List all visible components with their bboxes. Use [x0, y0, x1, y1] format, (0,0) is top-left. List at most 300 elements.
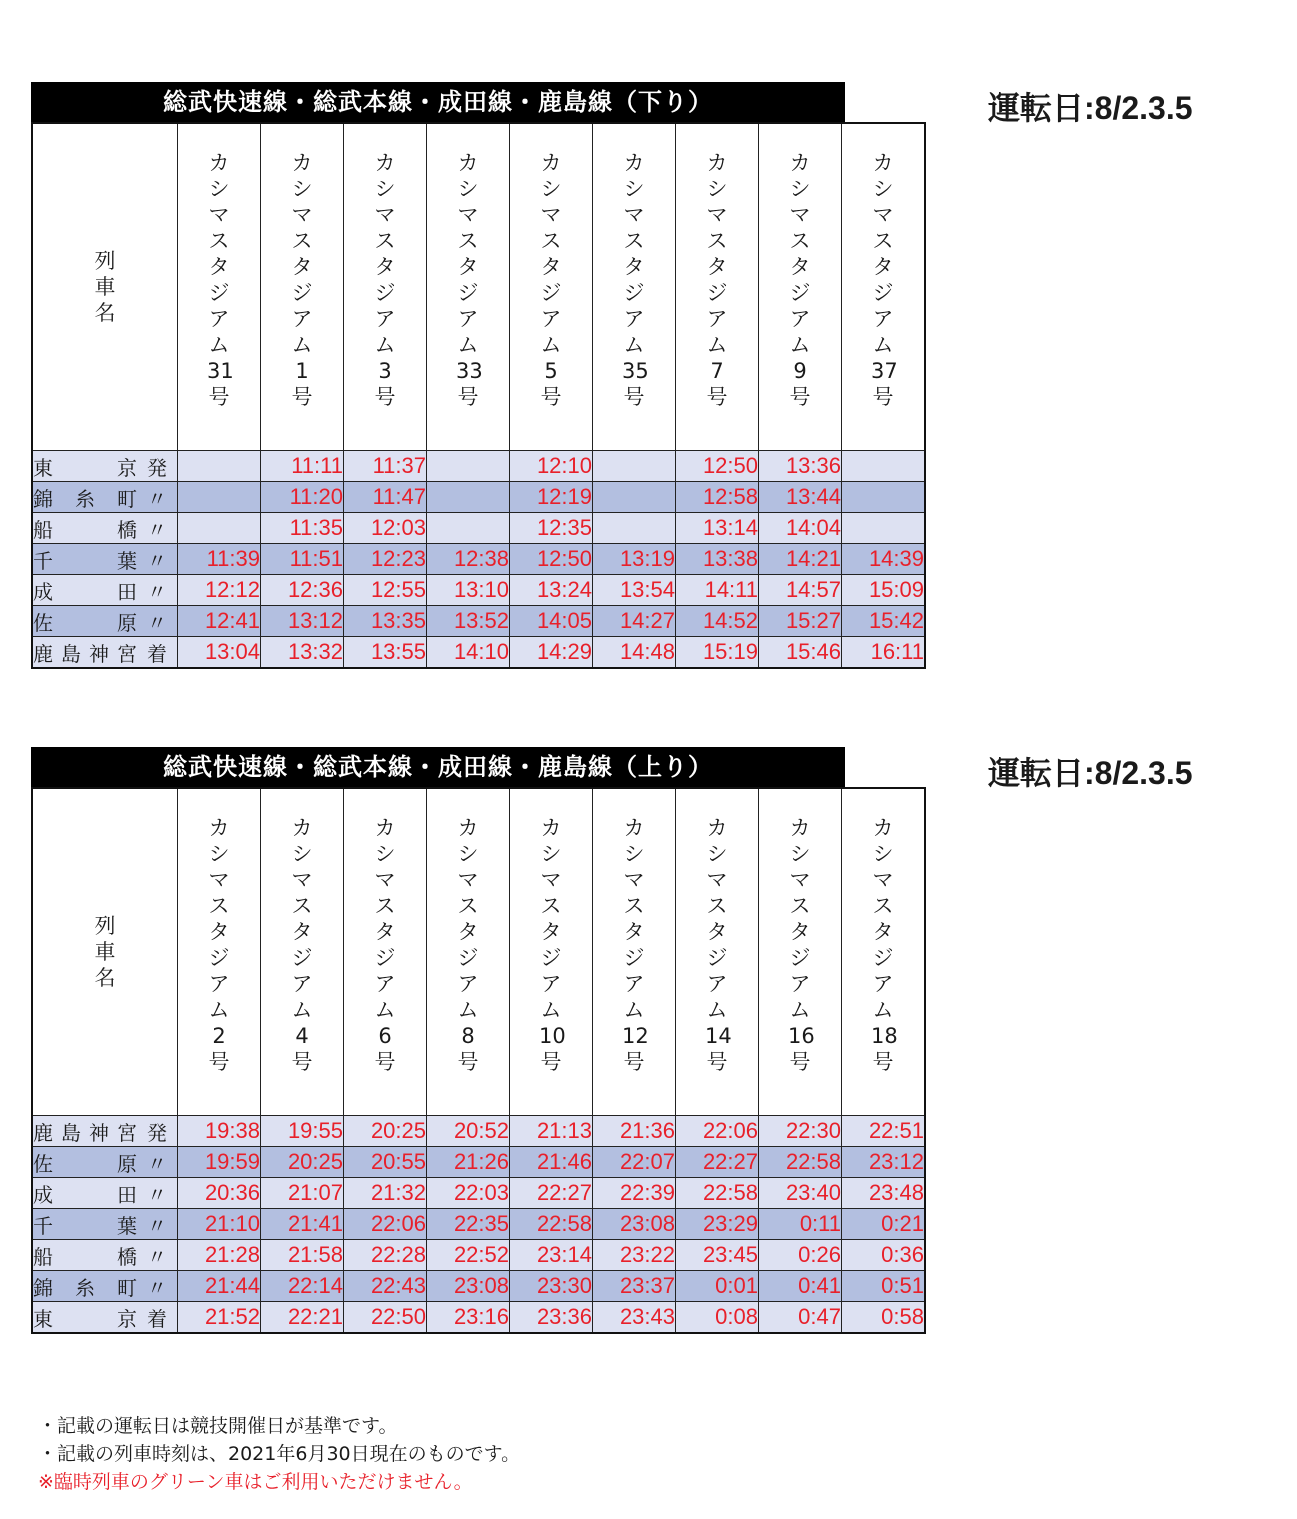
time-cell: 16:11 — [842, 637, 926, 669]
time-cell: 0:36 — [842, 1240, 926, 1271]
time-cell: 14:52 — [676, 606, 759, 637]
time-cell — [427, 482, 510, 513]
train-name-cell — [676, 788, 759, 1116]
train-name-cell — [759, 123, 842, 451]
train-number: 35 — [622, 359, 649, 383]
time-cell: 12:36 — [261, 575, 344, 606]
station-char: 神 — [89, 1120, 109, 1145]
station-mark: 〃 — [147, 1275, 167, 1300]
time-cell: 22:06 — [676, 1116, 759, 1147]
time-cell: 22:51 — [842, 1116, 926, 1147]
time-cell: 13:44 — [759, 482, 842, 513]
station-char: 船 — [33, 517, 53, 542]
time-cell: 20:36 — [178, 1178, 261, 1209]
time-cell: 14:05 — [510, 606, 593, 637]
header-label-cell — [32, 123, 178, 451]
station-cell — [32, 575, 178, 606]
train-suffix: 号 — [706, 385, 728, 409]
time-cell: 0:11 — [759, 1209, 842, 1240]
time-cell: 21:58 — [261, 1240, 344, 1271]
train-suffix: 号 — [208, 1050, 230, 1074]
time-cell: 11:37 — [344, 451, 427, 482]
station-char: 町 — [117, 486, 137, 511]
time-cell: 0:47 — [759, 1302, 842, 1334]
time-cell: 22:30 — [759, 1116, 842, 1147]
time-cell: 15:46 — [759, 637, 842, 669]
train-name: カシマスタジアム 10 号 — [539, 816, 566, 1074]
station-char: 町 — [117, 1275, 137, 1300]
time-cell: 0:21 — [842, 1209, 926, 1240]
train-name-cell — [842, 123, 926, 451]
time-cell: 13:55 — [344, 637, 427, 669]
time-cell — [178, 451, 261, 482]
time-cell: 12:10 — [510, 451, 593, 482]
station-row — [32, 451, 925, 482]
train-number: 6 — [378, 1024, 392, 1048]
time-cell: 13:24 — [510, 575, 593, 606]
warning-note: ※臨時列車のグリーン車はご利用いただけません。 — [38, 1471, 473, 1493]
time-cell — [178, 482, 261, 513]
station-char: 糸 — [75, 486, 95, 511]
train-suffix: 号 — [208, 385, 230, 409]
time-cell: 20:52 — [427, 1116, 510, 1147]
train-suffix: 号 — [540, 385, 562, 409]
train-number: 4 — [295, 1024, 309, 1048]
time-cell: 20:55 — [344, 1147, 427, 1178]
time-cell: 14:04 — [759, 513, 842, 544]
train-name-cell — [344, 788, 427, 1116]
station-mark: 〃 — [147, 1151, 167, 1176]
time-cell: 21:10 — [178, 1209, 261, 1240]
time-cell: 13:10 — [427, 575, 510, 606]
station-name — [33, 514, 137, 543]
header-label-cell — [32, 788, 178, 1116]
train-name-cell — [261, 123, 344, 451]
station-char: 鹿 — [33, 641, 53, 666]
station-row — [32, 1302, 925, 1334]
train-suffix: 号 — [623, 385, 645, 409]
station-char: 京 — [117, 455, 137, 480]
time-cell: 22:27 — [676, 1147, 759, 1178]
time-cell: 22:50 — [344, 1302, 427, 1334]
time-cell: 22:39 — [593, 1178, 676, 1209]
station-char: 橋 — [117, 517, 137, 542]
time-cell: 14:29 — [510, 637, 593, 669]
time-cell: 13:54 — [593, 575, 676, 606]
train-name: カシマスタジアム 5 号 — [540, 151, 562, 409]
time-cell: 21:52 — [178, 1302, 261, 1334]
station-char: 原 — [117, 1151, 137, 1176]
station-name — [33, 1179, 137, 1208]
train-name: カシマスタジアム 2 号 — [208, 816, 230, 1074]
time-cell: 19:55 — [261, 1116, 344, 1147]
station-cell — [32, 1178, 178, 1209]
time-cell: 23:36 — [510, 1302, 593, 1334]
train-number: 16 — [788, 1024, 815, 1048]
time-cell: 22:07 — [593, 1147, 676, 1178]
station-cell — [32, 1240, 178, 1271]
station-char: 田 — [117, 1182, 137, 1207]
train-name-cell — [427, 123, 510, 451]
train-name-cell — [593, 123, 676, 451]
station-mark: 〃 — [147, 1182, 167, 1207]
time-cell: 22:03 — [427, 1178, 510, 1209]
time-cell: 23:08 — [427, 1271, 510, 1302]
station-char: 宮 — [117, 641, 137, 666]
train-name: カシマスタジアム 37 号 — [871, 151, 898, 409]
train-number: 31 — [207, 359, 234, 383]
train-name: カシマスタジアム 6 号 — [374, 816, 396, 1074]
train-number: 33 — [456, 359, 483, 383]
station-char: 千 — [33, 548, 53, 573]
train-number: 8 — [461, 1024, 475, 1048]
station-char: 船 — [33, 1244, 53, 1269]
station-char: 宮 — [117, 1120, 137, 1145]
time-cell: 21:41 — [261, 1209, 344, 1240]
time-cell: 23:37 — [593, 1271, 676, 1302]
station-cell — [32, 451, 178, 482]
time-cell: 13:04 — [178, 637, 261, 669]
time-cell: 14:10 — [427, 637, 510, 669]
station-char: 葉 — [117, 548, 137, 573]
time-cell: 22:28 — [344, 1240, 427, 1271]
time-cell: 21:13 — [510, 1116, 593, 1147]
time-cell: 12:23 — [344, 544, 427, 575]
station-name — [33, 1303, 137, 1332]
station-char: 千 — [33, 1213, 53, 1238]
time-cell: 21:07 — [261, 1178, 344, 1209]
time-cell: 15:19 — [676, 637, 759, 669]
station-char: 京 — [117, 1306, 137, 1331]
time-cell: 12:58 — [676, 482, 759, 513]
train-name: カシマスタジアム 4 号 — [291, 816, 313, 1074]
time-cell: 11:51 — [261, 544, 344, 575]
time-cell: 23:48 — [842, 1178, 926, 1209]
train-name-cell — [178, 123, 261, 451]
operation-date: 運転日:8/2.3.5 — [988, 90, 1193, 126]
time-cell: 11:11 — [261, 451, 344, 482]
station-char: 佐 — [33, 610, 53, 635]
train-name-cell — [759, 788, 842, 1116]
station-row — [32, 1240, 925, 1271]
station-mark: 〃 — [147, 579, 167, 604]
time-cell: 0:58 — [842, 1302, 926, 1334]
station-row — [32, 1271, 925, 1302]
time-cell: 13:14 — [676, 513, 759, 544]
station-cell — [32, 1147, 178, 1178]
time-cell — [593, 451, 676, 482]
time-cell: 23:29 — [676, 1209, 759, 1240]
time-cell: 22:43 — [344, 1271, 427, 1302]
station-name — [33, 545, 137, 574]
train-name: カシマスタジアム 18 号 — [871, 816, 898, 1074]
time-cell: 12:19 — [510, 482, 593, 513]
time-cell: 20:25 — [261, 1147, 344, 1178]
time-cell: 23:22 — [593, 1240, 676, 1271]
station-mark: 発 — [147, 455, 167, 480]
train-name-cell — [344, 123, 427, 451]
train-suffix: 号 — [789, 1050, 811, 1074]
station-char: 橋 — [117, 1244, 137, 1269]
train-suffix: 号 — [374, 385, 396, 409]
time-cell: 0:01 — [676, 1271, 759, 1302]
time-cell: 23:45 — [676, 1240, 759, 1271]
time-cell: 12:03 — [344, 513, 427, 544]
train-suffix: 号 — [540, 1050, 562, 1074]
train-suffix: 号 — [374, 1050, 396, 1074]
train-name: カシマスタジアム 14 号 — [705, 816, 732, 1074]
time-cell: 12:50 — [510, 544, 593, 575]
time-cell: 13:52 — [427, 606, 510, 637]
time-cell: 15:09 — [842, 575, 926, 606]
station-mark: 〃 — [147, 486, 167, 511]
train-name: カシマスタジアム 33 号 — [456, 151, 483, 409]
time-cell: 12:55 — [344, 575, 427, 606]
time-cell: 13:32 — [261, 637, 344, 669]
time-cell: 11:35 — [261, 513, 344, 544]
station-name — [33, 1272, 137, 1301]
station-char: 原 — [117, 610, 137, 635]
time-cell: 0:41 — [759, 1271, 842, 1302]
station-name — [33, 1210, 137, 1239]
station-cell — [32, 513, 178, 544]
train-name-cell — [593, 788, 676, 1116]
train-name: カシマスタジアム 1 号 — [291, 151, 313, 409]
station-name — [33, 452, 137, 481]
time-cell: 21:26 — [427, 1147, 510, 1178]
time-cell — [842, 482, 926, 513]
time-cell: 21:44 — [178, 1271, 261, 1302]
station-cell — [32, 544, 178, 575]
time-cell: 23:43 — [593, 1302, 676, 1334]
time-cell: 22:58 — [510, 1209, 593, 1240]
train-number: 1 — [295, 359, 309, 383]
station-mark: 〃 — [147, 548, 167, 573]
time-cell — [842, 451, 926, 482]
time-cell: 14:57 — [759, 575, 842, 606]
train-number: 9 — [793, 359, 807, 383]
time-cell: 21:46 — [510, 1147, 593, 1178]
station-name — [33, 576, 137, 605]
header-row — [32, 123, 925, 451]
station-char: 糸 — [75, 1275, 95, 1300]
train-number: 12 — [622, 1024, 649, 1048]
time-cell: 14:39 — [842, 544, 926, 575]
time-cell: 11:47 — [344, 482, 427, 513]
train-name: カシマスタジアム 31 号 — [207, 151, 234, 409]
station-cell — [32, 1302, 178, 1334]
station-row — [32, 544, 925, 575]
time-cell: 23:08 — [593, 1209, 676, 1240]
time-cell: 22:27 — [510, 1178, 593, 1209]
station-char: 島 — [61, 1120, 81, 1145]
time-cell: 22:58 — [676, 1178, 759, 1209]
time-cell: 22:35 — [427, 1209, 510, 1240]
time-cell: 23:14 — [510, 1240, 593, 1271]
time-cell: 14:27 — [593, 606, 676, 637]
train-name-cell — [178, 788, 261, 1116]
time-cell: 22:14 — [261, 1271, 344, 1302]
station-name — [33, 483, 137, 512]
header-label: 列車名 — [94, 914, 116, 990]
time-cell: 13:12 — [261, 606, 344, 637]
station-char: 成 — [33, 579, 53, 604]
time-cell: 14:21 — [759, 544, 842, 575]
train-number: 3 — [378, 359, 392, 383]
time-cell: 23:12 — [842, 1147, 926, 1178]
time-cell: 12:50 — [676, 451, 759, 482]
train-number: 10 — [539, 1024, 566, 1048]
station-char: 成 — [33, 1182, 53, 1207]
train-name-cell — [427, 788, 510, 1116]
station-name — [33, 1241, 137, 1270]
time-cell: 19:59 — [178, 1147, 261, 1178]
note-line: ・記載の運転日は競技開催日が基準です。 — [38, 1415, 398, 1437]
station-row — [32, 606, 925, 637]
station-cell — [32, 606, 178, 637]
station-name — [33, 638, 137, 667]
train-name-cell — [510, 123, 593, 451]
time-cell: 12:38 — [427, 544, 510, 575]
station-name — [33, 1148, 137, 1177]
table-title: 総武快速線・総武本線・成田線・鹿島線（下り） — [31, 82, 845, 122]
time-cell: 13:38 — [676, 544, 759, 575]
station-cell — [32, 637, 178, 669]
station-mark: 発 — [147, 1120, 167, 1145]
station-row — [32, 1178, 925, 1209]
station-mark: 〃 — [147, 1213, 167, 1238]
time-cell: 12:35 — [510, 513, 593, 544]
time-cell — [427, 451, 510, 482]
note-line: ・記載の列車時刻は、2021年6月30日現在のものです。 — [38, 1443, 521, 1465]
station-row — [32, 1209, 925, 1240]
timetable — [31, 122, 926, 669]
station-row — [32, 482, 925, 513]
train-suffix: 号 — [872, 385, 894, 409]
station-row — [32, 575, 925, 606]
train-number: 37 — [871, 359, 898, 383]
train-name-cell — [842, 788, 926, 1116]
train-number: 14 — [705, 1024, 732, 1048]
time-cell: 21:36 — [593, 1116, 676, 1147]
train-name: カシマスタジアム 7 号 — [706, 151, 728, 409]
train-suffix: 号 — [872, 1050, 894, 1074]
time-cell: 11:39 — [178, 544, 261, 575]
train-number: 2 — [212, 1024, 226, 1048]
time-cell: 13:36 — [759, 451, 842, 482]
station-char: 佐 — [33, 1151, 53, 1176]
time-cell: 22:58 — [759, 1147, 842, 1178]
time-cell: 23:16 — [427, 1302, 510, 1334]
station-row — [32, 1147, 925, 1178]
time-cell: 22:52 — [427, 1240, 510, 1271]
train-name-cell — [676, 123, 759, 451]
time-cell: 22:06 — [344, 1209, 427, 1240]
time-cell: 15:42 — [842, 606, 926, 637]
time-cell: 13:35 — [344, 606, 427, 637]
train-number: 7 — [710, 359, 724, 383]
header-row — [32, 788, 925, 1116]
table-title: 総武快速線・総武本線・成田線・鹿島線（上り） — [31, 747, 845, 787]
station-row — [32, 637, 925, 669]
station-char: 葉 — [117, 1213, 137, 1238]
station-mark: 〃 — [147, 610, 167, 635]
station-mark: 着 — [147, 1306, 167, 1331]
train-name: カシマスタジアム 9 号 — [789, 151, 811, 409]
operation-date: 運転日:8/2.3.5 — [988, 755, 1193, 791]
station-mark: 着 — [147, 641, 167, 666]
time-cell: 12:41 — [178, 606, 261, 637]
station-mark: 〃 — [147, 1244, 167, 1269]
time-cell: 20:25 — [344, 1116, 427, 1147]
time-cell: 12:12 — [178, 575, 261, 606]
time-cell — [842, 513, 926, 544]
time-cell — [593, 513, 676, 544]
time-cell: 21:28 — [178, 1240, 261, 1271]
time-cell: 22:21 — [261, 1302, 344, 1334]
time-cell: 23:30 — [510, 1271, 593, 1302]
timetable — [31, 787, 926, 1334]
train-name-cell — [261, 788, 344, 1116]
time-cell: 14:48 — [593, 637, 676, 669]
train-name: カシマスタジアム 8 号 — [457, 816, 479, 1074]
station-cell — [32, 1209, 178, 1240]
station-cell — [32, 1116, 178, 1147]
station-cell — [32, 482, 178, 513]
station-char: 田 — [117, 579, 137, 604]
train-suffix: 号 — [457, 1050, 479, 1074]
train-name: カシマスタジアム 12 号 — [622, 816, 649, 1074]
train-name: カシマスタジアム 35 号 — [622, 151, 649, 409]
train-suffix: 号 — [291, 1050, 313, 1074]
time-cell: 15:27 — [759, 606, 842, 637]
station-char: 東 — [33, 1306, 53, 1331]
time-cell: 11:20 — [261, 482, 344, 513]
station-cell — [32, 1271, 178, 1302]
train-name: カシマスタジアム 16 号 — [788, 816, 815, 1074]
time-cell — [593, 482, 676, 513]
station-char: 東 — [33, 455, 53, 480]
time-cell: 14:11 — [676, 575, 759, 606]
time-cell — [178, 513, 261, 544]
train-suffix: 号 — [457, 385, 479, 409]
time-cell: 0:26 — [759, 1240, 842, 1271]
time-cell: 0:51 — [842, 1271, 926, 1302]
station-name — [33, 1117, 137, 1146]
station-char: 神 — [89, 641, 109, 666]
station-char: 鹿 — [33, 1120, 53, 1145]
station-row — [32, 1116, 925, 1147]
train-number: 18 — [871, 1024, 898, 1048]
station-char: 錦 — [33, 1275, 53, 1300]
time-cell: 19:38 — [178, 1116, 261, 1147]
time-cell: 0:08 — [676, 1302, 759, 1334]
station-mark: 〃 — [147, 517, 167, 542]
notes — [38, 1412, 520, 1496]
time-cell: 23:40 — [759, 1178, 842, 1209]
train-name-cell — [510, 788, 593, 1116]
time-cell — [427, 513, 510, 544]
train-number: 5 — [544, 359, 558, 383]
train-suffix: 号 — [706, 1050, 728, 1074]
station-char: 錦 — [33, 486, 53, 511]
station-name — [33, 607, 137, 636]
train-suffix: 号 — [291, 385, 313, 409]
train-suffix: 号 — [623, 1050, 645, 1074]
train-name: カシマスタジアム 3 号 — [374, 151, 396, 409]
station-char: 島 — [61, 641, 81, 666]
time-cell: 13:19 — [593, 544, 676, 575]
